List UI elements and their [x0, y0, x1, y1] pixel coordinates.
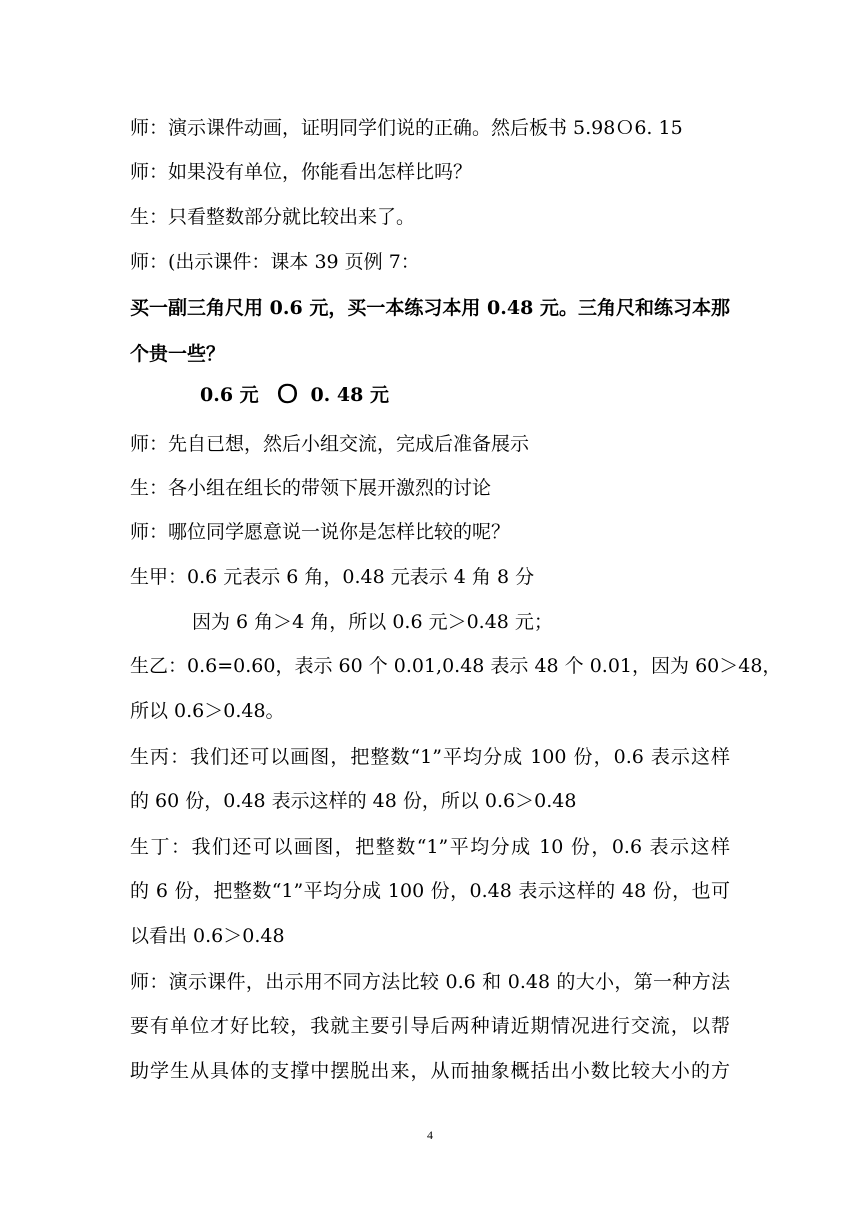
text-line: 的 60 份，0.48 表示这样的 48 份，所以 0.6＞0.48 — [130, 790, 577, 812]
comparison-left: 0.6 元 — [200, 384, 259, 406]
text-line: 生：只看整数部分就比较出来了。 — [130, 206, 416, 228]
text-line: 所以 0.6＞0.48。 — [130, 700, 285, 722]
text-line: 师：哪位同学愿意说一说你是怎样比较的呢？ — [130, 521, 511, 543]
text-line: 师：演示课件，出示用不同方法比较 0.6 和 0.48 的大小，第一种方法 — [130, 971, 730, 993]
text-line: 师：如果没有单位，你能看出怎样比吗？ — [130, 161, 473, 183]
text-line: 因为 6 角＞4 角，所以 0.6 元＞0.48 元； — [192, 611, 553, 633]
comparison-right: 0. 48 元 — [310, 384, 389, 406]
text-line: 生丁：我们还可以画图，把整数“1”平均分成 10 份，0.6 表示这样 — [130, 836, 730, 858]
text-line: 生甲：0.6 元表示 6 角，0.48 元表示 4 角 8 分 — [130, 566, 535, 588]
text-line: 的 6 份，把整数“1”平均分成 100 份，0.48 表示这样的 48 份，也可 — [130, 880, 730, 902]
text-line: 生乙：0.6=0.60，表示 60 个 0.01,0.48 表示 48 个 0.01，因为 60＞48， — [130, 655, 782, 677]
example-problem-line: 买一副三角尺用 0.6 元，买一本练习本用 0.48 元。三角尺和练习本那 — [130, 297, 730, 319]
text-line: 助学生从具体的支撑中摆脱出来，从而抽象概括出小数比较大小的方 — [130, 1060, 730, 1082]
comparison-expression — [200, 380, 389, 409]
text-line: 生：各小组在组长的带领下展开激烈的讨论 — [130, 477, 492, 499]
text-line: 以看出 0.6＞0.48 — [130, 925, 285, 947]
text-line: 师：(出示课件：课本 39 页例 7： — [130, 251, 420, 273]
text-line: 生丙：我们还可以画图，把整数“1”平均分成 100 份，0.6 表示这样 — [130, 746, 730, 768]
example-problem-line: 个贵一些？ — [130, 343, 226, 365]
page-number: 4 — [427, 1128, 433, 1142]
comparison-circle: O — [276, 378, 299, 409]
text-line: 师：先自已想，然后小组交流，完成后准备展示 — [130, 433, 530, 455]
text-line: 师：演示课件动画，证明同学们说的正确。然后板书 5.98Ｏ6. 15 — [130, 117, 683, 139]
text-line: 要有单位才好比较，我就主要引导后两种请近期情况进行交流，以帮 — [130, 1015, 730, 1037]
